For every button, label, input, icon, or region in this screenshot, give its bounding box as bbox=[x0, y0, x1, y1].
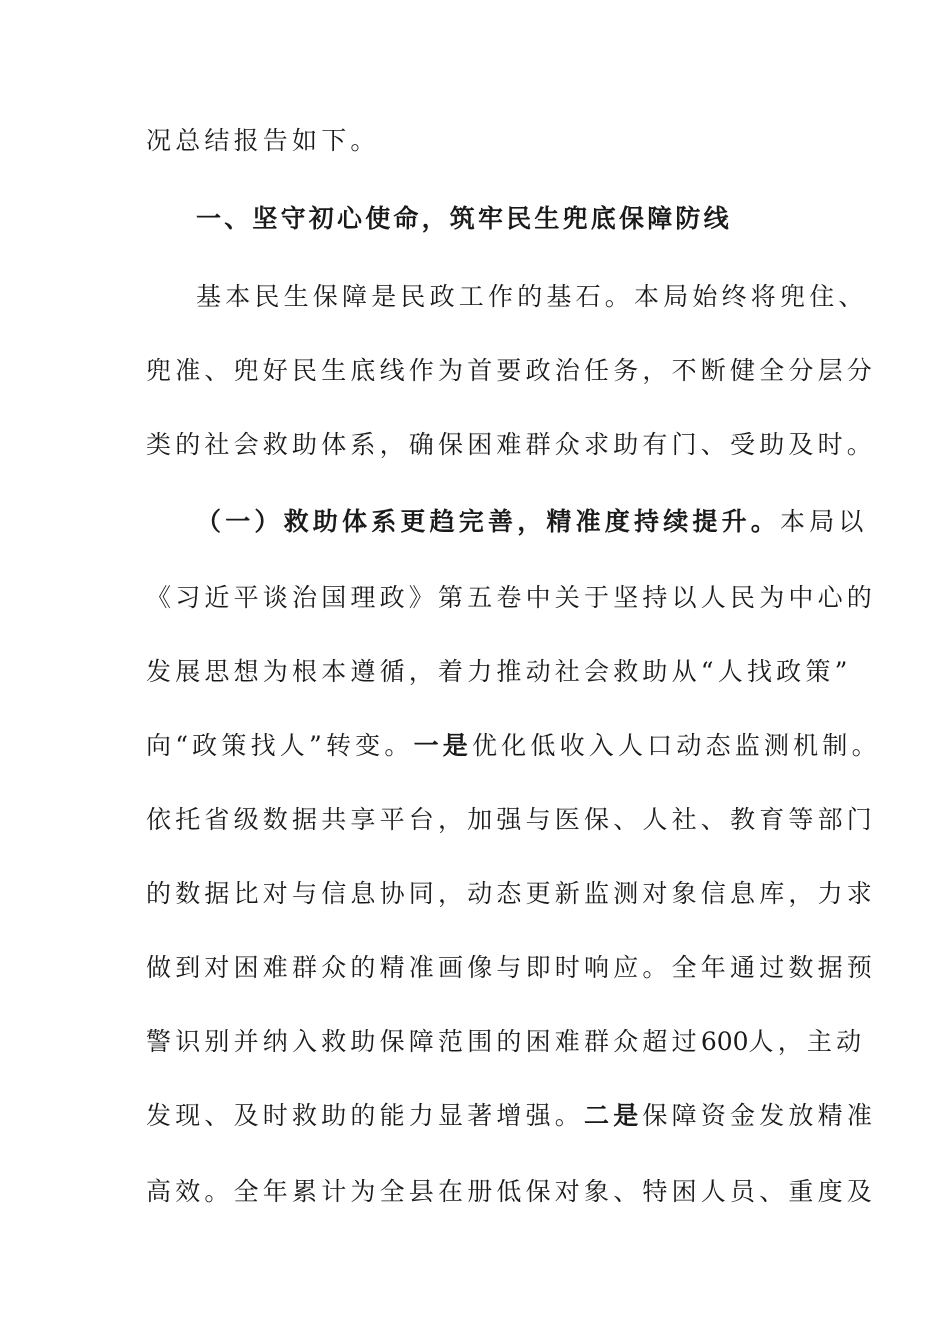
text-run: 警识别并纳入救助保障范围的困难群众超过 bbox=[146, 1027, 701, 1056]
number-text: 600 bbox=[700, 1027, 749, 1056]
paragraph-line bbox=[146, 355, 877, 387]
paragraph-continuation bbox=[146, 125, 826, 157]
text-run: 发展思想为根本遵循，着力推动社会救助从“人找政策” bbox=[146, 657, 852, 686]
text-run: 优化低收入人口动态监测机制。 bbox=[471, 731, 881, 760]
text-run: 的数据比对与信息协同，动态更新监测对象信息库，力求 bbox=[146, 879, 877, 908]
text-run: 《习近平谈治国理政》第五卷中关于坚持以人民为中心的 bbox=[146, 583, 877, 612]
paragraph-line bbox=[146, 730, 881, 762]
section-heading-1 bbox=[196, 203, 876, 235]
paragraph-line bbox=[146, 656, 852, 688]
text-run: 高效。全年累计为全县在册低保对象、特困人员、重度及 bbox=[146, 1177, 877, 1206]
text-run: 保障资金发放精准 bbox=[642, 1101, 877, 1130]
text-run: 发现、及时救助的能力显著增强。 bbox=[146, 1101, 585, 1130]
paragraph-line bbox=[146, 878, 877, 910]
paragraph-line bbox=[146, 1026, 866, 1058]
text-run: 人，主动 bbox=[748, 1027, 866, 1056]
paragraph-line bbox=[146, 429, 877, 461]
paragraph-line bbox=[196, 281, 876, 313]
paragraph-line bbox=[146, 1100, 877, 1132]
paragraph-line bbox=[146, 582, 877, 614]
text-run: 基本民生保障是民政工作的基石。本局始终将兜住、 bbox=[196, 282, 868, 311]
text-run: 兜准、兜好民生底线作为首要政治任务，不断健全分层分 bbox=[146, 356, 877, 385]
text-run: 本局以 bbox=[780, 507, 868, 536]
text-run: 况总结报告如下。 bbox=[146, 126, 380, 155]
paragraph-line bbox=[146, 1176, 877, 1208]
text-run: 向“政策找人”转变。 bbox=[146, 731, 414, 760]
paragraph-line bbox=[196, 506, 876, 538]
emphasis-text: 二是 bbox=[584, 1101, 643, 1130]
text-run: 依托省级数据共享平台，加强与医保、人社、教育等部门 bbox=[146, 805, 877, 834]
text-run: 类的社会救助体系，确保困难群众求助有门、受助及时。 bbox=[146, 430, 877, 459]
emphasis-text: 一是 bbox=[413, 731, 472, 760]
heading-text: 一、坚守初心使命，筑牢民生兜底保障防线 bbox=[196, 204, 732, 233]
paragraph-line bbox=[146, 804, 877, 836]
subheading-text: （一）救助体系更趋完善，精准度持续提升。 bbox=[196, 507, 781, 536]
paragraph-line bbox=[146, 952, 877, 984]
text-run: 做到对困难群众的精准画像与即时响应。全年通过数据预 bbox=[146, 953, 877, 982]
